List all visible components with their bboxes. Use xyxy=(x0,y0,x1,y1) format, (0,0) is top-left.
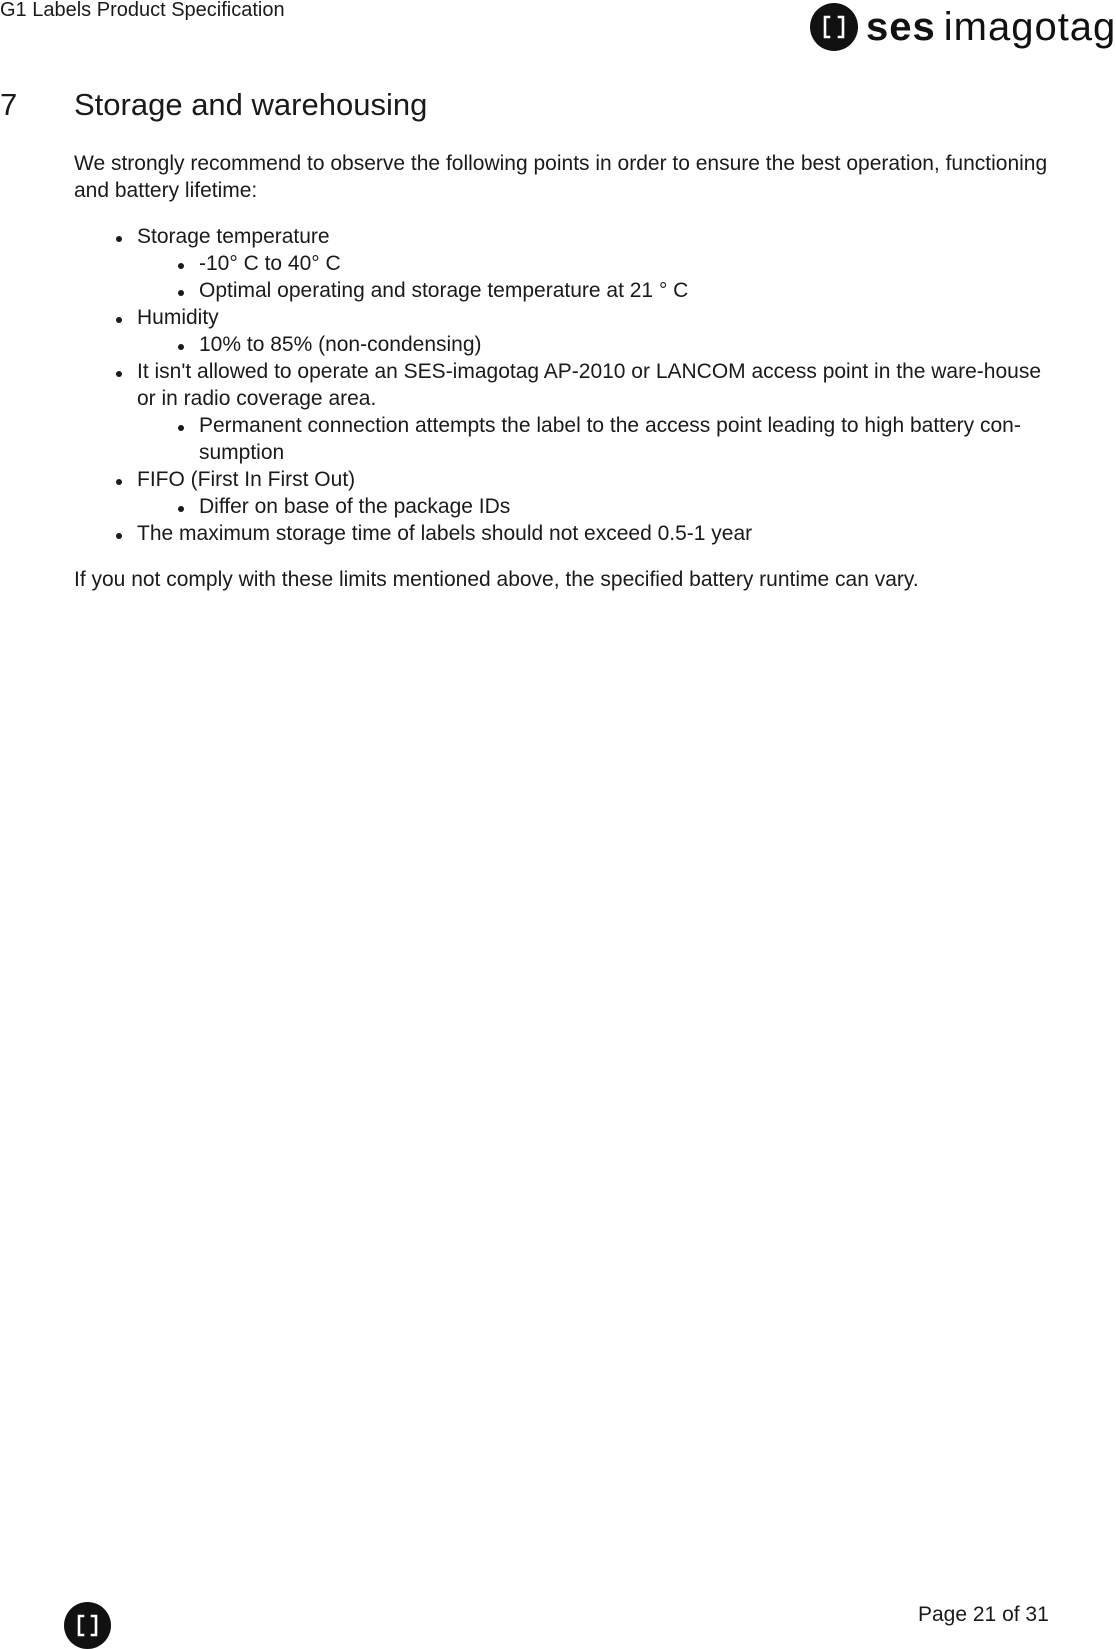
section-body xyxy=(74,150,1064,593)
sub-list-item-text: Optimal operating and storage temperature at 21 ° C xyxy=(199,279,689,302)
sub-list xyxy=(137,493,1064,520)
bracket-logo-icon xyxy=(810,3,858,51)
list-item-text: The maximum storage time of labels should not exceed 0.5-1 year xyxy=(137,522,753,545)
sub-list-item-text: Differ on base of the package IDs xyxy=(199,495,511,518)
sub-list xyxy=(137,250,1064,304)
list-item-text: FIFO (First In First Out) xyxy=(137,468,356,491)
sub-list-item xyxy=(137,493,1064,520)
sub-list xyxy=(137,412,1064,466)
bullet-icon xyxy=(178,425,184,431)
list-item xyxy=(74,466,1064,520)
bullet-icon xyxy=(116,533,122,539)
section-number: 7 xyxy=(0,87,18,122)
logo-brand-bold: ses xyxy=(866,5,936,49)
list-item-text: It isn't allowed to operate an SES-imagotag AP-2010 or LANCOM access point in the ware-house or in radio coverage area. xyxy=(137,360,1041,410)
sub-list-item xyxy=(137,250,1064,277)
page-number: Page 21 of 31 xyxy=(918,1603,1049,1626)
sub-list-item xyxy=(137,331,1064,358)
intro-paragraph: We strongly recommend to observe the following points in order to ensure the best operation, functioning and battery lifetime: xyxy=(74,152,1048,202)
bullet-icon xyxy=(178,290,184,296)
requirements-list xyxy=(74,223,1064,547)
list-item xyxy=(74,520,1064,547)
list-item xyxy=(74,358,1064,466)
bullet-icon xyxy=(178,344,184,350)
bullet-icon xyxy=(116,479,122,485)
bullet-icon xyxy=(178,506,184,512)
bracket-logo-icon xyxy=(64,1602,111,1649)
sub-list-item-text: -10° C to 40° C xyxy=(199,252,341,275)
document-title: G1 Labels Product Specification xyxy=(0,0,285,21)
sub-list xyxy=(137,331,1064,358)
list-item-text: Humidity xyxy=(137,306,219,329)
bullet-icon xyxy=(178,263,184,269)
section-heading xyxy=(0,86,427,124)
sub-list-item xyxy=(137,277,1064,304)
list-item xyxy=(74,223,1064,304)
logo-wordmark xyxy=(866,3,1116,51)
list-item xyxy=(74,304,1064,358)
sub-list-item xyxy=(137,412,1064,466)
section-title: Storage and warehousing xyxy=(74,87,428,122)
bullet-icon xyxy=(116,317,122,323)
bullet-icon xyxy=(116,236,122,242)
sub-list-item-text: Permanent connection attempts the label to the access point leading to high battery con-sumption xyxy=(199,414,1021,464)
list-item-text: Storage temperature xyxy=(137,225,330,248)
sub-list-item-text: 10% to 85% (non-condensing) xyxy=(199,333,482,356)
closing-paragraph: If you not comply with these limits mentioned above, the specified battery runtime can vary. xyxy=(74,568,919,591)
logo-brand-light: imagotag xyxy=(943,5,1116,49)
bullet-icon xyxy=(116,371,122,377)
ses-imagotag-logo xyxy=(810,3,1116,51)
